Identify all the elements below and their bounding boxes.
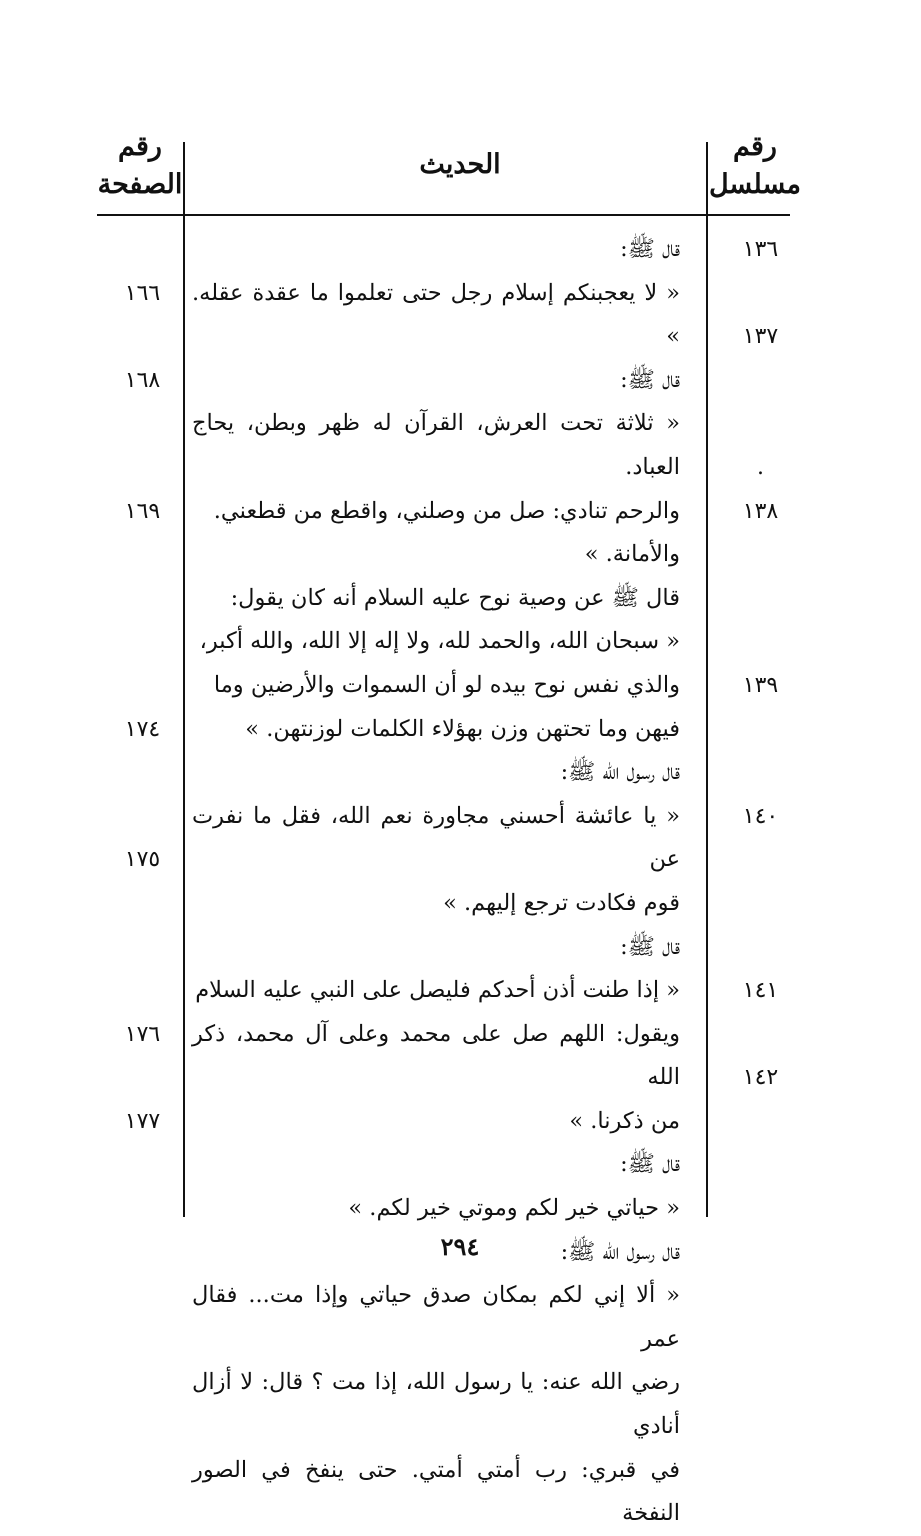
hadith-header: الحديث (419, 149, 501, 180)
serial-number: ١٣٨ (742, 498, 779, 524)
page-number: ١٧٦ (124, 1021, 161, 1047)
hadith-line: رضي الله عنه: يا رسول الله، إذا مت ؟ قال: لا أزال أنادي (192, 1369, 680, 1440)
hadith-line: « لا يعجبنكم إسلام رجل حتى تعلموا ما عقدة عقله. » (192, 279, 680, 350)
hadith-line: « ألا إني لكم بمكان صدق حياتي وإذا مت... فقال عمر (192, 1282, 680, 1352)
page-header-line-1: رقم (118, 131, 162, 162)
hadith-line: قال ﷺ: (620, 1151, 680, 1178)
hadith-line: « سبحان الله، والحمد لله، ولا إله إلا الله، والله أكبر، (199, 628, 680, 655)
page-number: ١٦٦ (124, 280, 161, 306)
page-number: ١٦٩ (124, 498, 161, 524)
hadith-line: قوم فكادت ترجع إليهم. » (443, 889, 680, 916)
serial-number: ١٤٠ (742, 803, 779, 829)
serial-number: ١٤١ (742, 978, 779, 1004)
hadith-line: قال ﷺ: (620, 366, 680, 393)
header-rule (97, 214, 790, 216)
serial-number: ١٣٩ (742, 673, 779, 698)
serial-number: ١٤٢ (742, 1065, 779, 1091)
serial-header-line-2: مسلسل (708, 169, 802, 200)
hadith-line: فيهن وما تحتهن وزن بهؤلاء الكلمات لوزنتهن. » (245, 715, 680, 742)
page-column-rule (183, 142, 185, 1217)
hadith-line: « حياتي خير لكم وموتي خير لكم. » (348, 1195, 680, 1222)
hadith-line: والرحم تنادي: صل من وصلني، واقطع من قطعني. (213, 497, 680, 524)
hadith-line: ويقول: اللهم صل على محمد وعلى آل محمد، ذكر الله (192, 1020, 680, 1091)
page-number: ١٧٥ (124, 847, 161, 873)
page-header-line-2: الصفحة (97, 169, 183, 200)
page-number: ١٧٧ (124, 1109, 161, 1134)
page-number: ١٦٨ (124, 367, 161, 393)
serial-column-rule (706, 142, 708, 1217)
hadith-line: في قبري: رب أمتي أمتي. حتى ينفخ في الصور النفخة (192, 1456, 680, 1527)
hadith-line: قال ﷺ: (620, 236, 680, 262)
serial-number-header (700, 128, 810, 204)
serial-header-line-1: رقم (733, 131, 777, 162)
hadith-line: قال رسول الله ﷺ: (560, 759, 680, 786)
hadith-line: من ذكرنا. » (569, 1107, 680, 1134)
serial-number: ١٣٦ (742, 237, 779, 262)
hadith-line: « إذا طنت أذن أحدكم فليصل على النبي عليه السلام (195, 977, 680, 1004)
serial-number: ١٣٧ (742, 324, 779, 350)
hadith-line: « يا عائشة أحسني مجاورة نعم الله، فقل ما نفرت عن (192, 802, 680, 873)
page-folio-number: ٢٩٤ (440, 1232, 480, 1261)
hadith-text-column (192, 228, 680, 1536)
hadith-line: والأمانة. » (584, 541, 680, 568)
serial-number: . (757, 455, 764, 480)
hadith-line: قال رسول الله ﷺ: (560, 1238, 680, 1265)
hadith-line: قال ﷺ عن وصية نوح عليه السلام أنه كان يقول: (230, 584, 680, 611)
page-number: ١٧٤ (124, 716, 161, 742)
hadith-line: « ثلاثة تحت العرش، القرآن له ظهر وبطن، يحاج العباد. (192, 410, 680, 480)
hadith-line: والذي نفس نوح بيده لو أن السموات والأرضين وما (213, 671, 680, 698)
page-number-header (90, 128, 190, 204)
hadith-line: قال ﷺ: (620, 933, 680, 960)
